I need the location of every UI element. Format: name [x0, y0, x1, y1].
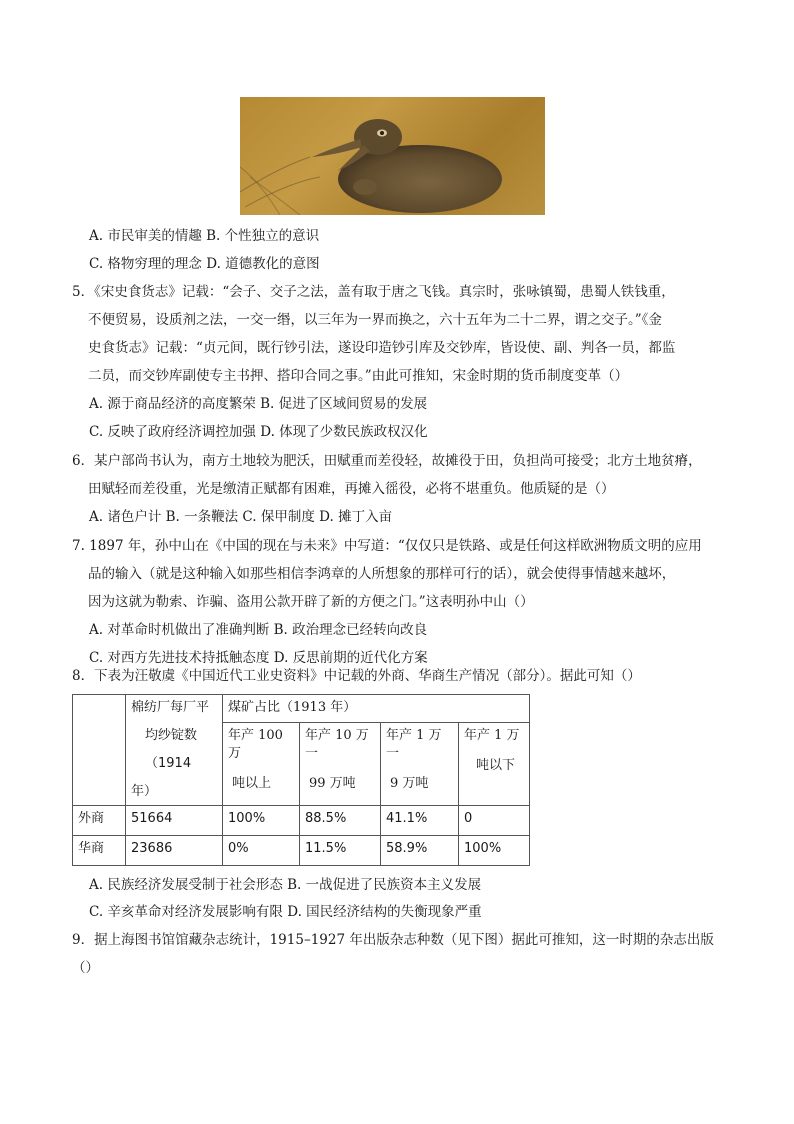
q9-stem-line1: 9．据上海图书馆馆藏杂志统计，1915–1927 年出版杂志种数（见下图）据此可推知，这一时期的杂志出版: [72, 932, 714, 948]
row-label: 华商: [73, 836, 126, 866]
header-spindles: [126, 695, 223, 806]
row-coal-1: 100%: [223, 806, 300, 836]
q7-options-line2: C. 对西方先进技术持抵触态度 D. 反思前期的近代化方案: [89, 650, 428, 666]
q7-stem-line2: 品的输入（就是这种输入如那些相信李鸿章的人所想象的那样可行的话），就会使得事情越来越坏，: [88, 566, 676, 582]
row-coal-4: 0: [459, 806, 530, 836]
q7-stem-line3: 因为这就为勒索、诈骗、盗用公款开辟了新的方便之门。”这表明孙中山（）: [88, 594, 534, 610]
q5-stem-line4: 二员，而交钞库副使专主书押、搭印合同之事。”由此可推知，宋金时期的货币制度变革（）: [88, 368, 629, 384]
rabbit-icon: [240, 97, 545, 215]
header-spindles-l1: 棉纺厂每厂平: [131, 700, 210, 715]
header-coal: 煤矿占比（1913 年）: [223, 695, 530, 723]
q4-options-line2: C. 格物穷理的理念 D. 道德教化的意图: [89, 256, 320, 272]
row-coal-3: 58.9%: [381, 836, 459, 866]
row-spindles: 23686: [126, 836, 223, 866]
row-coal-2: 11.5%: [300, 836, 381, 866]
row-coal-3: 41.1%: [381, 806, 459, 836]
coal-col-4-l2: 吨以下: [476, 758, 516, 773]
q7-options-line1: A. 对革命时机做出了准确判断 B. 政治理念已经转向改良: [89, 622, 428, 638]
coal-col-3-l1: 年产 1 万一: [386, 728, 442, 761]
header-spindles-l3: （1914: [145, 756, 192, 771]
header-spindles-l2: 均纱锭数: [145, 728, 198, 743]
q5-stem-line2: 不便贸易，设质剂之法，一交一缗，以三年为一界而换之，六十五年为二十二界，谓之交子。”《金: [88, 312, 662, 328]
row-coal-1: 0%: [223, 836, 300, 866]
coal-col-1-l1: 年产 100 万: [228, 728, 283, 761]
coal-col-2-l2: 99 万吨: [309, 776, 356, 791]
q5-options-line2: C. 反映了政府经济调控加强 D. 体现了少数民族政权汉化: [89, 424, 428, 440]
q5-options-line1: A. 源于商品经济的高度繁荣 B. 促进了区域间贸易的发展: [89, 396, 428, 412]
q8-options-line2: C. 辛亥革命对经济发展影响有限 D. 国民经济结构的失衡现象严重: [89, 904, 482, 920]
coal-col-4-l1: 年产 1 万: [464, 728, 520, 743]
header-coal-col-3: [381, 723, 459, 806]
table-corner-cell: [73, 695, 126, 806]
q6-stem-line1: 6．某户部尚书认为，南方土地较为肥沃，田赋重而差役轻，故摊役于田，负担尚可接受；北方土地贫瘠，: [72, 453, 702, 469]
rabbit-painting-image: [240, 97, 545, 215]
coal-col-3-l2: 9 万吨: [390, 776, 429, 791]
row-label: 外商: [73, 806, 126, 836]
q8-data-table: [72, 694, 530, 866]
header-spindles-l4: 年）: [131, 784, 158, 799]
q5-stem-line3: 史食货志》记载：“贞元间，既行钞引法，遂设印造钞引库及交钞库，皆设使、副、判各一员，都监: [88, 340, 676, 356]
q6-options-line1: A. 诸色户计 B. 一条鞭法 C. 保甲制度 D. 摊丁入亩: [89, 509, 393, 525]
table-row: [73, 806, 530, 836]
header-coal-col-1: [223, 723, 300, 806]
q7-stem-line1: 7. 1897 年，孙中山在《中国的现在与未来》中写道：“仅仅只是铁路、或是任何这样欧洲物质文明的应用: [72, 538, 702, 554]
q8-stem: 8．下表为汪敬虞《中国近代工业史资料》中记载的外商、华商生产情况（部分）。据此可知（）: [72, 668, 641, 684]
row-spindles: 51664: [126, 806, 223, 836]
header-coal-col-2: [300, 723, 381, 806]
q9-stem-line2: （）: [72, 960, 99, 976]
header-coal-col-4: [459, 723, 530, 806]
table-row: [73, 836, 530, 866]
row-coal-2: 88.5%: [300, 806, 381, 836]
row-coal-4: 100%: [459, 836, 530, 866]
q6-stem-line2: 田赋轻而差役重，光是缴清正赋都有困难，再摊入徭役，必将不堪重负。他质疑的是（）: [88, 481, 615, 497]
q4-options-line1: A. 市民审美的情趣 B. 个性独立的意识: [89, 228, 320, 244]
coal-col-2-l1: 年产 10 万一: [305, 728, 369, 761]
q5-stem-line1: 5．《宋史食货志》记载：“会子、交子之法，盖有取于唐之飞钱。真宗时，张咏镇蜀，患蜀人铁钱重，: [72, 284, 675, 300]
q8-options-line1: A. 民族经济发展受制于社会形态 B. 一战促进了民族资本主义发展: [89, 877, 482, 893]
coal-col-1-l2: 吨以上: [232, 776, 272, 791]
